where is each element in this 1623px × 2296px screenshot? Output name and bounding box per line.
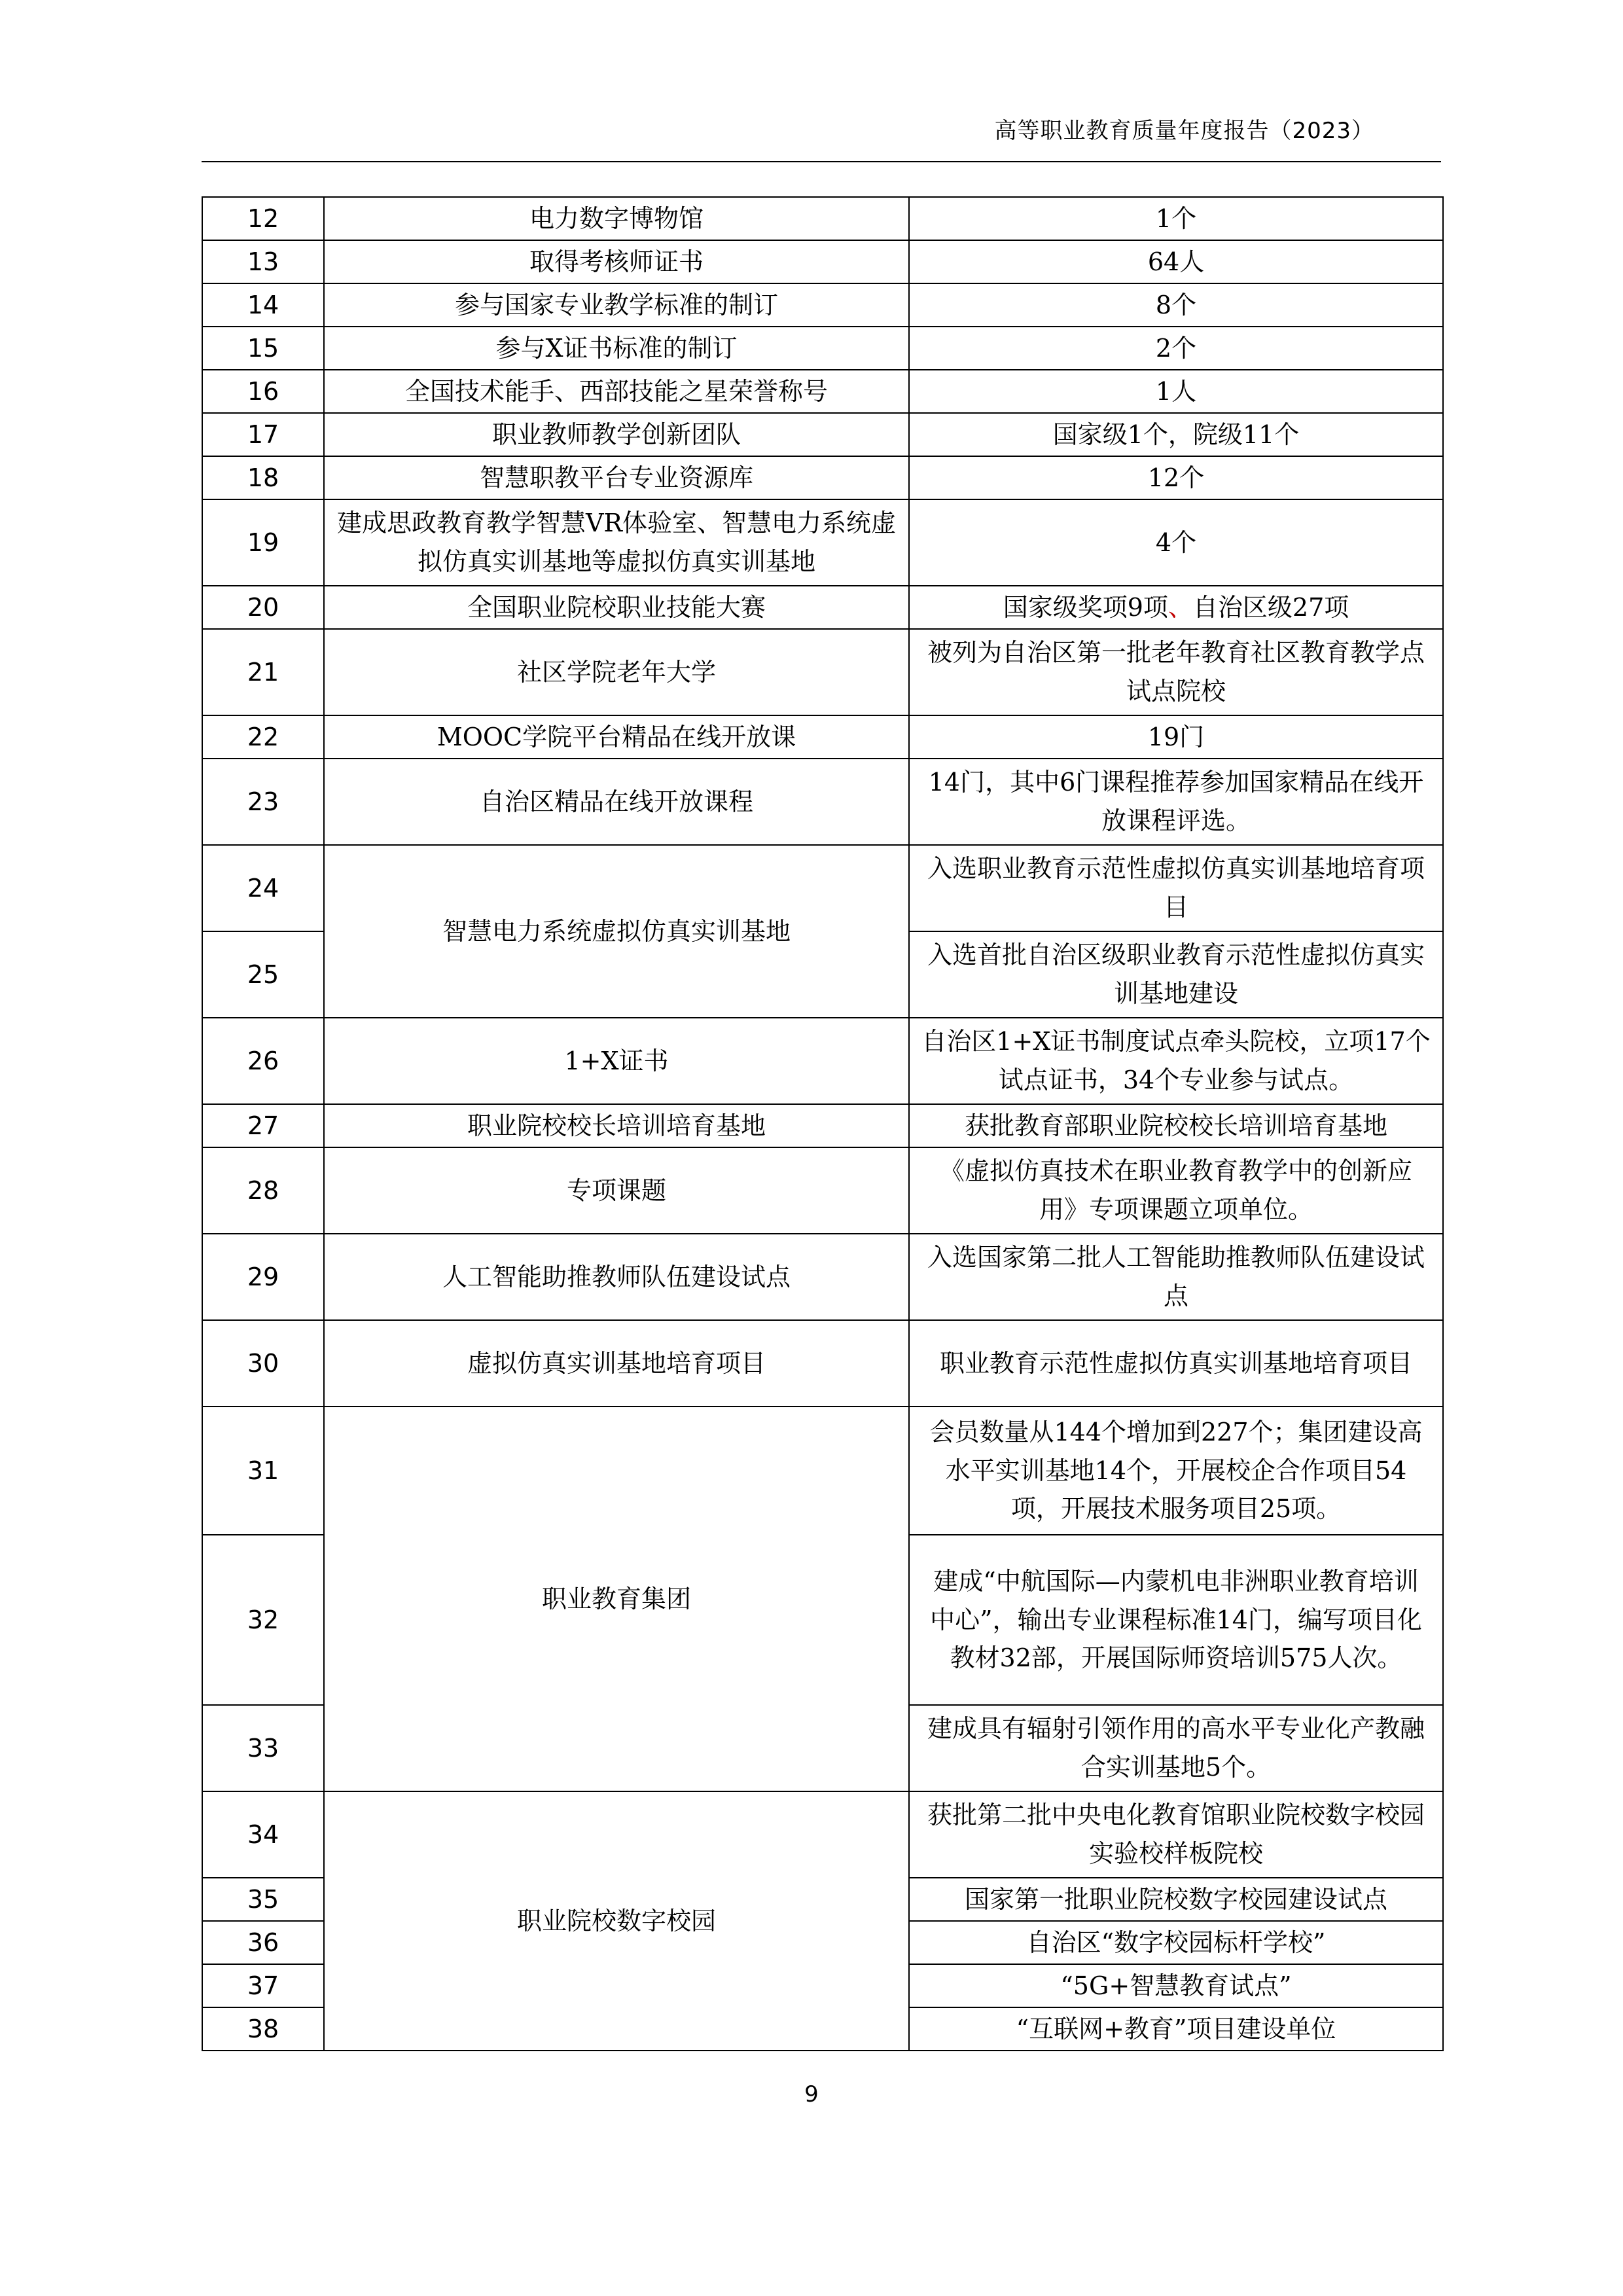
table-row xyxy=(202,715,1443,759)
row-number: 12 xyxy=(202,197,324,240)
result-cell: 国家第一批职业院校数字校园建设试点 xyxy=(909,1878,1443,1921)
page-number: 9 xyxy=(804,2081,819,2108)
result-part: 国家级奖项9项 xyxy=(1003,592,1168,622)
row-number: 29 xyxy=(202,1234,324,1320)
table-row xyxy=(202,759,1443,845)
item-cell: 全国职业院校职业技能大赛 xyxy=(324,586,909,629)
item-cell: 专项课题 xyxy=(324,1147,909,1234)
row-number: 32 xyxy=(202,1535,324,1705)
table-row xyxy=(202,1791,1443,1878)
table-row xyxy=(202,1147,1443,1234)
result-cell: 入选国家第二批人工智能助推教师队伍建设试点 xyxy=(909,1234,1443,1320)
row-number: 15 xyxy=(202,327,324,370)
result-cell: 自治区1+X证书制度试点牵头院校，立项17个试点证书，34个专业参与试点。 xyxy=(909,1018,1443,1104)
row-number: 24 xyxy=(202,845,324,931)
row-number: 30 xyxy=(202,1320,324,1407)
result-cell: “互联网+教育”项目建设单位 xyxy=(909,2007,1443,2051)
item-cell: 职业院校校长培训培育基地 xyxy=(324,1104,909,1147)
item-cell: 虚拟仿真实训基地培育项目 xyxy=(324,1320,909,1407)
item-cell: 智慧职教平台专业资源库 xyxy=(324,456,909,499)
row-number: 17 xyxy=(202,413,324,456)
row-number: 34 xyxy=(202,1791,324,1878)
item-cell: 自治区精品在线开放课程 xyxy=(324,759,909,845)
table-row xyxy=(202,370,1443,413)
item-cell: 职业教师教学创新团队 xyxy=(324,413,909,456)
item-cell: 智慧电力系统虚拟仿真实训基地 xyxy=(324,845,909,1018)
table-row xyxy=(202,845,1443,931)
achievements-table xyxy=(202,196,1444,2051)
result-cell: 4个 xyxy=(909,499,1443,586)
result-cell: 《虚拟仿真技术在职业教育教学中的创新应用》专项课题立项单位。 xyxy=(909,1147,1443,1234)
row-number: 36 xyxy=(202,1921,324,1964)
table-row xyxy=(202,1320,1443,1407)
table-row xyxy=(202,1234,1443,1320)
result-part: 自治区级27项 xyxy=(1192,592,1349,622)
table-row xyxy=(202,413,1443,456)
result-cell: 职业教育示范性虚拟仿真实训基地培育项目 xyxy=(909,1320,1443,1407)
header-rule xyxy=(202,161,1441,162)
item-cell: 建成思政教育教学智慧VR体验室、智慧电力系统虚拟仿真实训基地等虚拟仿真实训基地 xyxy=(324,499,909,586)
result-cell: 12个 xyxy=(909,456,1443,499)
row-number: 20 xyxy=(202,586,324,629)
result-cell: 获批第二批中央电化教育馆职业院校数字校园实验校样板院校 xyxy=(909,1791,1443,1878)
row-number: 38 xyxy=(202,2007,324,2051)
item-cell: 参与国家专业教学标准的制订 xyxy=(324,283,909,327)
result-cell: 2个 xyxy=(909,327,1443,370)
result-cell: 入选首批自治区级职业教育示范性虚拟仿真实训基地建设 xyxy=(909,931,1443,1018)
table-row xyxy=(202,1104,1443,1147)
table-row xyxy=(202,586,1443,629)
item-cell: 参与X证书标准的制订 xyxy=(324,327,909,370)
item-cell: 电力数字博物馆 xyxy=(324,197,909,240)
table-row xyxy=(202,197,1443,240)
result-cell: “5G+智慧教育试点” xyxy=(909,1964,1443,2007)
row-number: 23 xyxy=(202,759,324,845)
result-cell: 自治区“数字校园标杆学校” xyxy=(909,1921,1443,1964)
item-cell: 取得考核师证书 xyxy=(324,240,909,283)
result-cell: 19门 xyxy=(909,715,1443,759)
row-number: 35 xyxy=(202,1878,324,1921)
table-row xyxy=(202,240,1443,283)
row-number: 26 xyxy=(202,1018,324,1104)
row-number: 37 xyxy=(202,1964,324,2007)
item-cell: 职业院校数字校园 xyxy=(324,1791,909,2051)
result-cell: 64人 xyxy=(909,240,1443,283)
table-row xyxy=(202,499,1443,586)
result-cell: 1个 xyxy=(909,197,1443,240)
table-row xyxy=(202,1018,1443,1104)
row-number: 16 xyxy=(202,370,324,413)
result-cell: 1人 xyxy=(909,370,1443,413)
row-number: 31 xyxy=(202,1407,324,1535)
item-cell: 人工智能助推教师队伍建设试点 xyxy=(324,1234,909,1320)
result-cell: 建成“中航国际—内蒙机电非洲职业教育培训中心”，输出专业课程标准14门，编写项目化教材32部，开展国际师资培训575人次。 xyxy=(909,1535,1443,1705)
result-cell: 8个 xyxy=(909,283,1443,327)
row-number: 33 xyxy=(202,1705,324,1791)
item-cell: 1+X证书 xyxy=(324,1018,909,1104)
row-number: 21 xyxy=(202,629,324,715)
item-cell: 全国技术能手、西部技能之星荣誉称号 xyxy=(324,370,909,413)
row-number: 18 xyxy=(202,456,324,499)
result-cell: 会员数量从144个增加到227个；集团建设高水平实训基地14个，开展校企合作项目54项，开展技术服务项目25项。 xyxy=(909,1407,1443,1535)
item-cell: MOOC学院平台精品在线开放课 xyxy=(324,715,909,759)
item-cell: 职业教育集团 xyxy=(324,1407,909,1791)
item-cell: 社区学院老年大学 xyxy=(324,629,909,715)
row-number: 28 xyxy=(202,1147,324,1234)
row-number: 13 xyxy=(202,240,324,283)
table-row xyxy=(202,1407,1443,1535)
table-row xyxy=(202,327,1443,370)
result-cell: 获批教育部职业院校校长培训培育基地 xyxy=(909,1104,1443,1147)
result-separator: 、 xyxy=(1168,592,1193,622)
result-cell: 建成具有辐射引领作用的高水平专业化产教融合实训基地5个。 xyxy=(909,1705,1443,1791)
row-number: 19 xyxy=(202,499,324,586)
table-row xyxy=(202,629,1443,715)
result-cell: 入选职业教育示范性虚拟仿真实训基地培育项目 xyxy=(909,845,1443,931)
result-cell xyxy=(909,586,1443,629)
report-header: 高等职业教育质量年度报告（2023） xyxy=(994,118,1374,144)
table-row xyxy=(202,456,1443,499)
result-cell: 14门，其中6门课程推荐参加国家精品在线开放课程评选。 xyxy=(909,759,1443,845)
result-cell: 国家级1个，院级11个 xyxy=(909,413,1443,456)
row-number: 25 xyxy=(202,931,324,1018)
row-number: 27 xyxy=(202,1104,324,1147)
row-number: 14 xyxy=(202,283,324,327)
result-cell: 被列为自治区第一批老年教育社区教育教学点试点院校 xyxy=(909,629,1443,715)
table-row xyxy=(202,283,1443,327)
row-number: 22 xyxy=(202,715,324,759)
